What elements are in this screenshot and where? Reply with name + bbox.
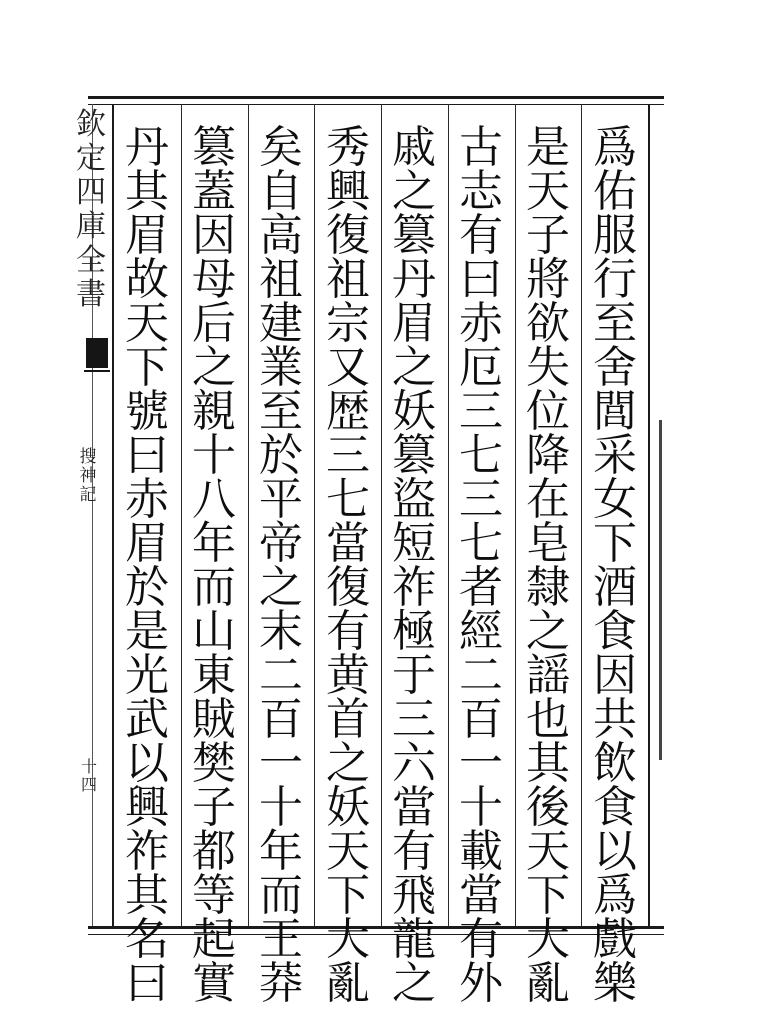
character: 八 (192, 474, 236, 525)
character: 古 (459, 122, 503, 173)
character: 妖 (392, 386, 436, 437)
character: 王 (259, 914, 303, 965)
character: 有 (392, 826, 436, 877)
character: 爲 (593, 870, 637, 921)
character: 三 (459, 386, 503, 437)
character: 子 (526, 210, 570, 261)
character: 起 (192, 914, 236, 965)
character: 故 (125, 254, 169, 305)
volume-title: 欽 定 四 庫 全 書 (76, 107, 106, 312)
column-separator (448, 104, 449, 926)
page-number: 十 四 (80, 757, 97, 794)
text-column (451, 122, 511, 1009)
character: 曰 (125, 958, 169, 1009)
text-column (318, 122, 378, 1009)
character: 酒 (593, 562, 637, 613)
character: 母 (192, 254, 236, 305)
character: 謡 (526, 650, 570, 701)
character: 宗 (326, 298, 370, 349)
character: 至 (259, 386, 303, 437)
character: 帝 (259, 518, 303, 569)
character: 業 (259, 342, 303, 393)
text-column (184, 122, 244, 1009)
character: 百 (459, 694, 503, 745)
character: 祖 (326, 254, 370, 305)
character: 樊 (192, 738, 236, 789)
character: 共 (593, 694, 637, 745)
character: 其 (125, 870, 169, 921)
character: 年 (259, 826, 303, 877)
character: 下 (125, 342, 169, 393)
character: 有 (459, 210, 503, 261)
character: 當 (326, 518, 370, 569)
character: 隸 (526, 562, 570, 613)
character: 大 (326, 914, 370, 965)
character: 于 (392, 650, 436, 701)
character: 一 (459, 738, 503, 789)
character: 是 (526, 122, 570, 173)
character: 興 (326, 166, 370, 217)
bottom-border-thin (88, 934, 664, 935)
right-border (648, 104, 650, 926)
character: 閭 (593, 386, 637, 437)
character: 高 (259, 210, 303, 261)
text-column (117, 122, 177, 1009)
character: 眉 (125, 518, 169, 569)
top-border-thin (88, 104, 664, 105)
left-border (112, 104, 114, 926)
character: 天 (526, 166, 570, 217)
character: 自 (259, 166, 303, 217)
character: 秀 (326, 122, 370, 173)
character: 極 (392, 606, 436, 657)
character: 之 (392, 958, 436, 1009)
character: 蓋 (192, 166, 236, 217)
character: 二 (459, 650, 503, 701)
character: 黄 (326, 650, 370, 701)
character: 經 (459, 606, 503, 657)
character: 赤 (125, 474, 169, 525)
scan-edge-mark (659, 420, 662, 760)
column-separator (248, 104, 249, 926)
character: 七 (459, 430, 503, 481)
character: 平 (259, 474, 303, 525)
character: 之 (392, 342, 436, 393)
character: 於 (125, 562, 169, 613)
character: 莽 (259, 958, 303, 1009)
character: 位 (526, 386, 570, 437)
text-column (384, 122, 444, 1009)
character: 有 (459, 914, 503, 965)
character: 食 (593, 606, 637, 657)
character: 丹 (125, 122, 169, 173)
top-border-thick (88, 96, 664, 99)
column-separator (581, 104, 582, 926)
character: 末 (259, 606, 303, 657)
column-separator (381, 104, 382, 926)
character: 十 (192, 430, 236, 481)
character: 東 (192, 650, 236, 701)
character: 名 (125, 914, 169, 965)
character: 佑 (593, 166, 637, 217)
character: 丹 (392, 254, 436, 305)
character: 祚 (392, 562, 436, 613)
character: 之 (526, 606, 570, 657)
character: 首 (326, 694, 370, 745)
character: 天 (125, 298, 169, 349)
character: 欲 (526, 298, 570, 349)
column-separator (515, 104, 516, 926)
character: 因 (593, 650, 637, 701)
character: 當 (459, 870, 503, 921)
character: 十 (259, 782, 303, 833)
text-column (251, 122, 311, 1009)
character: 食 (593, 782, 637, 833)
character: 祖 (259, 254, 303, 305)
character: 皂 (526, 518, 570, 569)
character: 舍 (593, 342, 637, 393)
character: 號 (125, 386, 169, 437)
character: 復 (326, 210, 370, 261)
character: 者 (459, 562, 503, 613)
character: 盜 (392, 474, 436, 525)
character: 也 (526, 694, 570, 745)
character: 志 (459, 166, 503, 217)
character: 於 (259, 430, 303, 481)
character: 篡 (192, 122, 236, 173)
character: 其 (526, 738, 570, 789)
page-margin (70, 104, 110, 926)
character: 親 (192, 386, 236, 437)
character: 大 (526, 914, 570, 965)
character: 下 (526, 870, 570, 921)
character: 年 (192, 518, 236, 569)
character: 實 (192, 958, 236, 1009)
character: 光 (125, 650, 169, 701)
character: 又 (326, 342, 370, 393)
character: 飛 (392, 870, 436, 921)
character: 其 (125, 166, 169, 217)
character: 戚 (392, 122, 436, 173)
character: 眉 (125, 210, 169, 261)
character: 厄 (459, 342, 503, 393)
character: 行 (593, 254, 637, 305)
character: 下 (326, 870, 370, 921)
character: 百 (259, 694, 303, 745)
bottom-border-thick (88, 926, 664, 929)
character: 建 (259, 298, 303, 349)
character: 之 (392, 166, 436, 217)
book-title: 搜 神 記 (79, 447, 97, 505)
character: 外 (459, 958, 503, 1009)
column-separator (314, 104, 315, 926)
character: 三 (326, 430, 370, 481)
character: 七 (459, 518, 503, 569)
character: 子 (192, 782, 236, 833)
character: 三 (392, 694, 436, 745)
character: 載 (459, 826, 503, 877)
character: 一 (259, 738, 303, 789)
character: 曰 (125, 430, 169, 481)
character: 而 (192, 562, 236, 613)
character: 都 (192, 826, 236, 877)
character: 龍 (392, 914, 436, 965)
text-column (585, 122, 645, 1009)
character: 至 (593, 298, 637, 349)
fish-tail-mark (86, 338, 108, 368)
character: 曰 (459, 254, 503, 305)
text-column (518, 122, 578, 1009)
character: 天 (326, 826, 370, 877)
character: 爲 (593, 122, 637, 173)
character: 以 (125, 738, 169, 789)
character: 篡 (392, 210, 436, 261)
character: 等 (192, 870, 236, 921)
character: 復 (326, 562, 370, 613)
character: 興 (125, 782, 169, 833)
character: 十 (459, 782, 503, 833)
character: 篡 (392, 430, 436, 481)
character: 采 (593, 430, 637, 481)
character: 三 (459, 474, 503, 525)
character: 七 (326, 474, 370, 525)
character: 妖 (326, 782, 370, 833)
character: 當 (392, 782, 436, 833)
character: 失 (526, 342, 570, 393)
character: 天 (526, 826, 570, 877)
character: 之 (259, 562, 303, 613)
character: 歴 (326, 386, 370, 437)
character: 服 (593, 210, 637, 261)
fish-tail-line (84, 370, 110, 372)
character: 之 (192, 342, 236, 393)
character: 二 (259, 650, 303, 701)
character: 賊 (192, 694, 236, 745)
character: 戲 (593, 914, 637, 965)
character: 因 (192, 210, 236, 261)
character: 祚 (125, 826, 169, 877)
character: 矣 (259, 122, 303, 173)
character: 亂 (326, 958, 370, 1009)
character: 飲 (593, 738, 637, 789)
column-separator (181, 104, 182, 926)
character: 之 (326, 738, 370, 789)
character: 將 (526, 254, 570, 305)
character: 在 (526, 474, 570, 525)
character: 短 (392, 518, 436, 569)
character: 后 (192, 298, 236, 349)
character: 武 (125, 694, 169, 745)
character: 亂 (526, 958, 570, 1009)
character: 有 (326, 606, 370, 657)
character: 女 (593, 474, 637, 525)
character: 樂 (593, 958, 637, 1009)
character: 後 (526, 782, 570, 833)
character: 六 (392, 738, 436, 789)
character: 降 (526, 430, 570, 481)
character: 山 (192, 606, 236, 657)
character: 眉 (392, 298, 436, 349)
character: 以 (593, 826, 637, 877)
character: 是 (125, 606, 169, 657)
character: 而 (259, 870, 303, 921)
character: 下 (593, 518, 637, 569)
character: 赤 (459, 298, 503, 349)
